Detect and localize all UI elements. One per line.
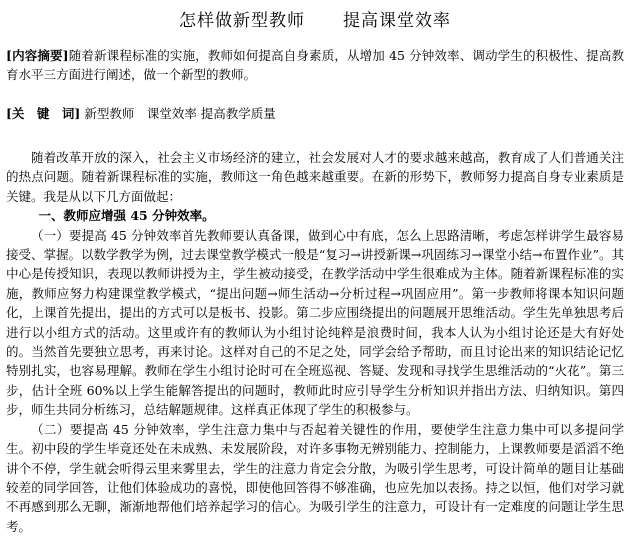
keywords-label: [关 键 词] bbox=[6, 106, 81, 121]
title-right: 提高课堂效率 bbox=[343, 11, 451, 31]
title-left: 怎样做新型教师 bbox=[179, 11, 305, 31]
page-title bbox=[0, 6, 630, 31]
abstract-label: [内容摘要] bbox=[6, 48, 69, 63]
section-heading: 一、教师应增强 45 分钟效率。 bbox=[38, 208, 215, 224]
abstract bbox=[6, 46, 624, 84]
keywords-text: 新型教师 课堂效率 提高教学质量 bbox=[84, 106, 276, 121]
intro-paragraph: 随着改革开放的深入，社会主义市场经济的建立，社会发展对人才的要求越来越高，教育成了人们普通关注的热点问题。随着新课程标准的实施，教师这一角色越来越重要。在新的形势下，教师努力提高自身专业素质是关键。我是从以下几方面做起： bbox=[6, 150, 624, 204]
abstract-text: 随着新课程标准的实施，教师如何提高自身素质，从增加 45 分钟效率、调动学生的积极性、提高教育水平三方面进行阐述，做一个新型的教师。 bbox=[6, 48, 624, 82]
body-text bbox=[6, 148, 624, 536]
paragraph-2: （二）要提高 45 分钟效率，学生注意力集中与否起着关键性的作用，要使学生注意力集中可以多提问学生。初中段的学生毕竟还处在未成熟、未发展阶段，对许多事物无辨别能力、控制能力，上课教师要是滔滔不绝讲个不停，学生就会听得云里来雾里去，学生的注意力肯定会分散，为吸引学生思考，可设计简单的题目让基础较差的同学回答，让他们体验成功的喜悦，即使他回答得不够准确，也应先加以表扬。持之以恒，他们对学习就不再感到那么无聊，渐渐地帮他们培养起学习的信心。为吸引学生的注意力，可设计有一定难度的问题让学生思考。 bbox=[6, 421, 624, 534]
keywords bbox=[6, 104, 624, 123]
paragraph-1: （一）要提高 45 分钟效率首先教师要认真备课，做到心中有底，怎么上思路清晰，考虑怎样讲学生最容易接受、掌握。以数学教学为例，过去课堂教学模式一般是“复习→讲授新课→巩固练习→课堂小结→布置作业”。其中心是传授知识，表现以教师讲授为主，学生被动接受，在教学活动中学生很难成为主体。随着新课程标准的实施，教师应努力构建课堂教学模式，“提出问题→师生活动→分析过程→巩固应用”。第一步教师将课本知识问题化，上课首先提出，提出的方式可以是板书、投影。第二步应围绕提出的问题展开思维活动。学生先单独思考后进行以小组方式的活动。这里或许有的教师认为小组讨论纯粹是浪费时间，我本人认为小组讨论还是大有好处的。当然首先要独立思考，再来讨论。这样对自己的不足之处，同学会给予帮助，而且讨论出来的知识结论记忆特别扎实，也容易理解。教师在学生小组讨论时可在全班巡视、答疑、发现和寻找学生思维活动的“火花”。第三步，估计全班 60%以上学生能解答提出的问题时，教师此时应引导学生分析知识并指出方法、归纳知识。第四步，师生共同分析练习，总结解题规律。这样真正体现了学生的积极参与。 bbox=[6, 227, 624, 418]
